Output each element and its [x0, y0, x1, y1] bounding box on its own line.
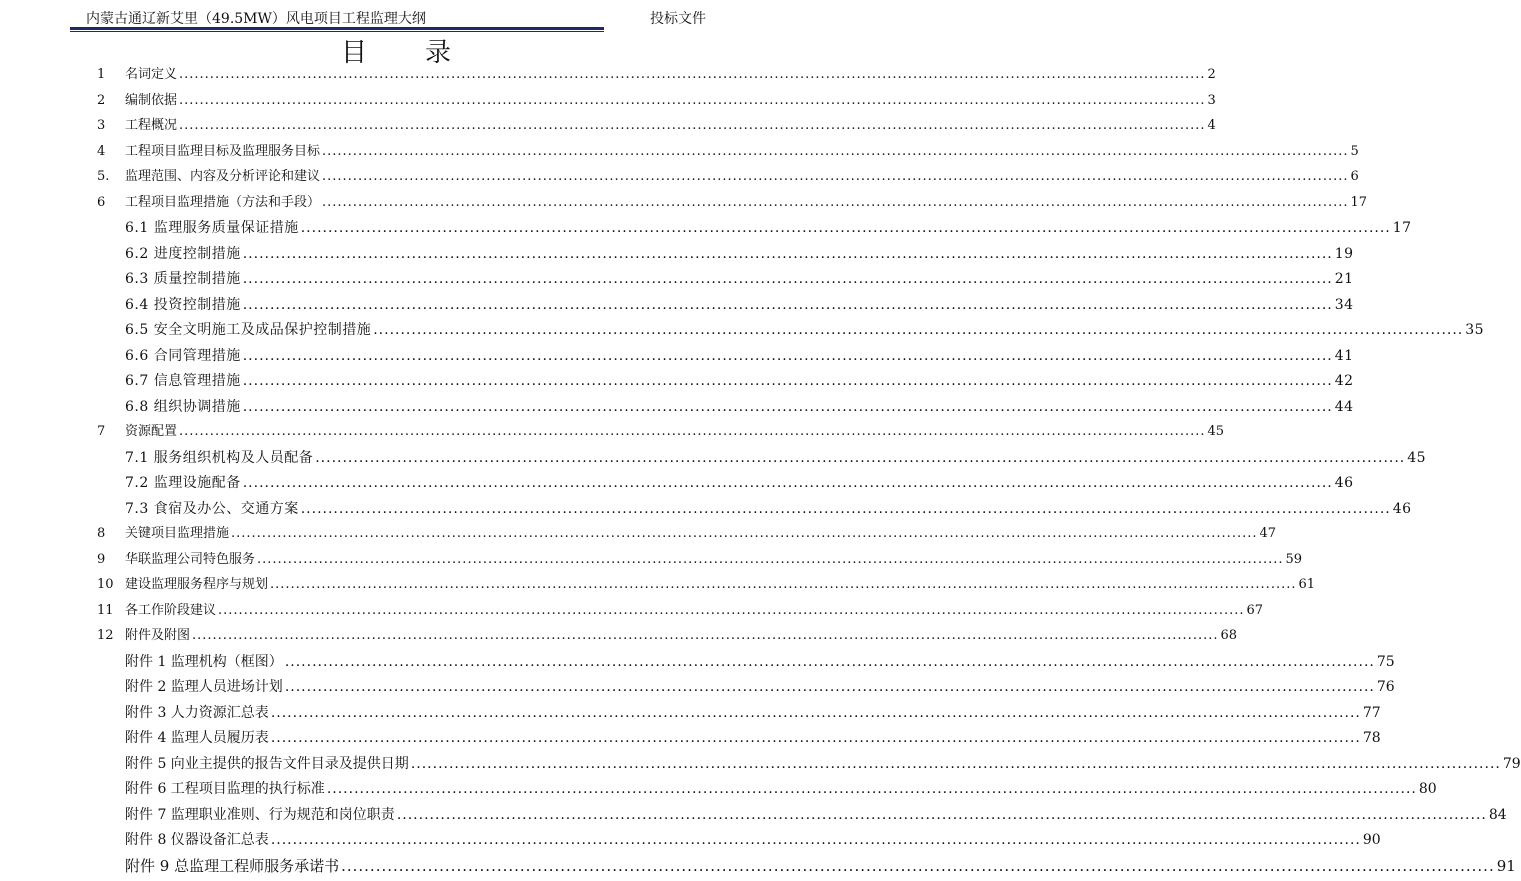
toc-entry-line [125, 63, 1216, 87]
toc-entry-title: 附件 9 总监理工程师服务承诺书 [125, 856, 340, 875]
toc-entry-number: 8 [97, 526, 106, 541]
toc-entry-title: 各工作阶段建议 [125, 602, 217, 618]
toc-entry-title: 建设监理服务程序与规划 [125, 577, 269, 592]
toc-entry-page: 61 [1298, 577, 1316, 592]
toc-entry-title: 资源配置 [125, 424, 178, 439]
toc-entry[interactable] [0, 242, 1354, 266]
toc-dot-leader: ........................................................................................................................................................................................................ [242, 475, 1333, 491]
toc-entry-page: 35 [1465, 322, 1485, 338]
toc-entry[interactable] [0, 752, 1521, 776]
toc-entry-title: 附件 6 工程项目监理的执行标准 [125, 781, 325, 797]
toc-entry-page: 17 [1350, 194, 1368, 210]
toc-entry[interactable] [0, 777, 1437, 801]
toc-dot-leader: ........................................................................................................................................................................................................ [179, 424, 1206, 439]
toc-dot-leader: ........................................................................................................................................................................................................ [242, 296, 1333, 313]
toc-entry-line [125, 624, 1238, 648]
toc-entry-line [125, 828, 1381, 852]
toc-entry[interactable] [0, 293, 1354, 317]
toc-entry[interactable] [0, 63, 1216, 87]
toc-entry-line [125, 242, 1354, 266]
toc-entry-title: 工程项目监理目标及监理服务目标 [125, 143, 321, 159]
toc-entry[interactable] [0, 216, 1412, 240]
toc-entry-line [125, 369, 1354, 393]
toc-entry-page: 68 [1220, 628, 1238, 643]
toc-entry-title: 附件 4 监理人员履历表 [125, 730, 269, 746]
toc-entry-page: 45 [1207, 424, 1225, 439]
toc-entry[interactable] [0, 369, 1354, 393]
toc-dot-leader: ........................................................................................................................................................................................................ [315, 449, 1406, 466]
toc-entry[interactable] [0, 497, 1412, 521]
toc-entry-page: 91 [1496, 856, 1516, 875]
toc-entry[interactable] [0, 573, 1316, 597]
toc-entry-page: 5 [1350, 143, 1359, 159]
toc-entry-line [125, 191, 1368, 215]
toc-entry-title: 附件 7 监理职业准则、行为规范和岗位职责 [125, 806, 395, 823]
toc-entry-title: 6.3 质量控制措施 [125, 271, 241, 287]
toc-entry-title: 7.1 服务组织机构及人员配备 [125, 449, 314, 466]
toc-entry[interactable] [0, 675, 1395, 699]
toc-entry[interactable] [0, 701, 1381, 725]
toc-entry[interactable] [0, 140, 1359, 164]
toc-entry-line [125, 267, 1354, 291]
toc-dot-leader: ........................................................................................................................................................................................................ [257, 551, 1284, 567]
toc-entry-page: 6 [1350, 169, 1359, 184]
toc-entry-line [125, 777, 1437, 801]
toc-entry-page: 84 [1488, 806, 1507, 823]
toc-entry-page: 2 [1207, 67, 1216, 82]
toc-entry-title: 6.1 监理服务质量保证措施 [125, 220, 299, 236]
toc-entry-page: 59 [1285, 551, 1303, 567]
toc-entry[interactable] [0, 548, 1303, 572]
toc-entry[interactable] [0, 395, 1354, 419]
toc-entry[interactable] [0, 165, 1359, 189]
toc-entry-page: 17 [1392, 220, 1412, 236]
toc-entry-line [125, 548, 1303, 572]
toc-dot-leader: ........................................................................................................................................................................................................ [179, 67, 1206, 82]
toc-entry[interactable] [0, 114, 1216, 138]
toc-entry-page: 46 [1392, 500, 1412, 517]
toc-entry-title: 附件 8 仪器设备汇总表 [125, 832, 269, 848]
toc-entry-page: 77 [1362, 704, 1381, 721]
toc-entry-title: 关键项目监理措施 [125, 526, 230, 541]
toc-entry-page: 46 [1334, 475, 1354, 491]
toc-entry-line [125, 497, 1412, 521]
toc-entry-line [125, 293, 1354, 317]
toc-dot-leader: ........................................................................................................................................................................................................ [270, 832, 1361, 848]
toc-entry-page: 19 [1334, 245, 1354, 262]
toc-entry-page: 79 [1502, 755, 1521, 772]
toc-entry-number: 6 [97, 194, 106, 210]
toc-dot-leader: ........................................................................................................................................................................................................ [270, 730, 1361, 746]
toc-dot-leader: ........................................................................................................................................................................................................ [322, 143, 1349, 159]
toc-entry-page: 47 [1259, 526, 1277, 541]
toc-dot-leader: ........................................................................................................................................................................................................ [242, 347, 1333, 364]
toc-entry[interactable] [0, 446, 1427, 470]
toc-dot-leader: ........................................................................................................................................................................................................ [284, 653, 1375, 670]
toc-entry-title: 华联监理公司特色服务 [125, 551, 256, 567]
toc-entry-number: 4 [97, 143, 106, 159]
toc-entry-line [125, 420, 1225, 444]
toc-entry-page: 78 [1362, 730, 1381, 746]
toc-entry[interactable] [0, 726, 1381, 750]
toc-entry-page: 80 [1418, 781, 1437, 797]
toc-dot-leader: ........................................................................................................................................................................................................ [179, 118, 1206, 133]
toc-entry[interactable] [0, 344, 1354, 368]
toc-entry-line [125, 140, 1359, 164]
toc-entry-line [125, 522, 1277, 546]
toc-entry-line [125, 803, 1507, 827]
toc-entry-title: 名词定义 [125, 67, 178, 82]
toc-entry[interactable] [0, 522, 1277, 546]
toc-entry-line [125, 216, 1412, 240]
toc-entry[interactable] [0, 624, 1238, 648]
toc-entry-page: 41 [1334, 347, 1354, 364]
toc-dot-leader: ........................................................................................................................................................................................................ [242, 373, 1333, 389]
toc-dot-leader: ........................................................................................................................................................................................................ [396, 806, 1487, 823]
header-document-title: 内蒙古通辽新艾里（49.5MW）风电项目工程监理大纲 [86, 11, 426, 27]
toc-entry[interactable] [0, 267, 1354, 291]
toc-dot-leader: ........................................................................................................................................................................................................ [231, 526, 1258, 541]
toc-entry-line [125, 573, 1316, 597]
toc-entry[interactable] [0, 854, 1516, 878]
toc-entry-line [125, 471, 1354, 495]
toc-entry-title: 附件及附图 [125, 628, 191, 643]
toc-entry-title: 6.4 投资控制措施 [125, 296, 241, 313]
toc-dot-leader: ........................................................................................................................................................................................................ [300, 500, 1391, 517]
toc-entry[interactable] [0, 650, 1395, 674]
toc-entry-number: 5. [97, 169, 110, 184]
toc-entry-line [125, 701, 1381, 725]
toc-entry-title: 工程概况 [125, 118, 178, 133]
toc-dot-leader: ........................................................................................................................................................................................................ [341, 856, 1495, 875]
toc-entry-title: 6.7 信息管理措施 [125, 373, 241, 389]
page-title: 目录 [340, 38, 509, 68]
toc-dot-leader: ........................................................................................................................................................................................................ [270, 577, 1297, 592]
toc-entry-title: 编制依据 [125, 92, 178, 108]
toc-dot-leader: ........................................................................................................................................................................................................ [218, 602, 1245, 618]
toc-entry-page: 21 [1334, 271, 1354, 287]
toc-entry[interactable] [0, 420, 1225, 444]
toc-dot-leader: ........................................................................................................................................................................................................ [192, 628, 1219, 643]
toc-entry-line [125, 89, 1216, 113]
toc-entry-page: 34 [1334, 296, 1354, 313]
toc-dot-leader: ........................................................................................................................................................................................................ [300, 220, 1391, 236]
toc-entry[interactable] [0, 803, 1507, 827]
toc-entry-title: 7.2 监理设施配备 [125, 475, 241, 491]
toc-entry-title: 6.2 进度控制措施 [125, 245, 241, 262]
toc-entry-line [125, 752, 1521, 776]
toc-dot-leader: ........................................................................................................................................................................................................ [242, 271, 1333, 287]
toc-entry[interactable] [0, 828, 1381, 852]
toc-dot-leader: ........................................................................................................................................................................................................ [326, 781, 1417, 797]
toc-entry-line [125, 675, 1395, 699]
toc-entry-page: 3 [1207, 92, 1216, 108]
toc-dot-leader: ........................................................................................................................................................................................................ [179, 92, 1206, 108]
toc-entry-page: 44 [1334, 398, 1354, 415]
toc-entry-number: 9 [97, 551, 106, 567]
toc-entry-title: 工程项目监理措施（方法和手段） [125, 194, 321, 210]
toc-entry-number: 1 [97, 67, 106, 82]
toc-entry-title: 7.3 食宿及办公、交通方案 [125, 500, 299, 517]
toc-entry-line [125, 854, 1516, 878]
toc-entry[interactable] [0, 599, 1264, 623]
toc-entry-line [125, 446, 1427, 470]
toc-entry-number: 2 [97, 92, 106, 108]
toc-entry-title: 6.8 组织协调措施 [125, 398, 241, 415]
toc-entry-number: 3 [97, 118, 106, 133]
toc-dot-leader: ........................................................................................................................................................................................................ [242, 398, 1333, 415]
toc-entry-line [125, 650, 1395, 674]
toc-entry-title: 附件 2 监理人员进场计划 [125, 679, 283, 695]
toc-entry-line [125, 114, 1216, 138]
toc-entry[interactable] [0, 191, 1368, 215]
toc-entry-page: 67 [1246, 602, 1264, 618]
toc-dot-leader: ........................................................................................................................................................................................................ [373, 322, 1464, 338]
toc-entry-page: 90 [1362, 832, 1381, 848]
toc-entry[interactable] [0, 89, 1216, 113]
toc-entry-line [125, 395, 1354, 419]
toc-entry-line [125, 726, 1381, 750]
toc-dot-leader: ........................................................................................................................................................................................................ [410, 755, 1501, 772]
toc-entry-page: 42 [1334, 373, 1354, 389]
toc-dot-leader: ........................................................................................................................................................................................................ [270, 704, 1361, 721]
toc-entry-line [125, 165, 1359, 189]
toc-entry-number: 12 [97, 628, 114, 643]
toc-entry-title: 附件 1 监理机构（框图） [125, 653, 283, 670]
toc-entry-page: 76 [1376, 679, 1395, 695]
toc-entry-number: 10 [97, 577, 114, 592]
toc-dot-leader: ........................................................................................................................................................................................................ [322, 169, 1349, 184]
toc-entry[interactable] [0, 318, 1485, 342]
header-label: 投标文件 [650, 11, 706, 27]
toc-entry-title: 监理范围、内容及分析评论和建议 [125, 169, 321, 184]
toc-entry-line [125, 599, 1264, 623]
toc-entry[interactable] [0, 471, 1354, 495]
toc-entry-number: 11 [97, 602, 114, 618]
toc-entry-line [125, 318, 1485, 342]
toc-entry-title: 6.5 安全文明施工及成品保护控制措施 [125, 322, 372, 338]
toc-dot-leader: ........................................................................................................................................................................................................ [284, 679, 1375, 695]
toc-entry-page: 75 [1376, 653, 1395, 670]
toc-entry-title: 附件 5 向业主提供的报告文件目录及提供日期 [125, 755, 409, 772]
toc-entry-number: 7 [97, 424, 106, 439]
toc-entry-page: 4 [1207, 118, 1216, 133]
toc-entry-page: 45 [1407, 449, 1427, 466]
toc-entry-title: 6.6 合同管理措施 [125, 347, 241, 364]
toc-dot-leader: ........................................................................................................................................................................................................ [242, 245, 1333, 262]
toc-entry-line [125, 344, 1354, 368]
toc-entry-title: 附件 3 人力资源汇总表 [125, 704, 269, 721]
toc-dot-leader: ........................................................................................................................................................................................................ [322, 194, 1349, 210]
